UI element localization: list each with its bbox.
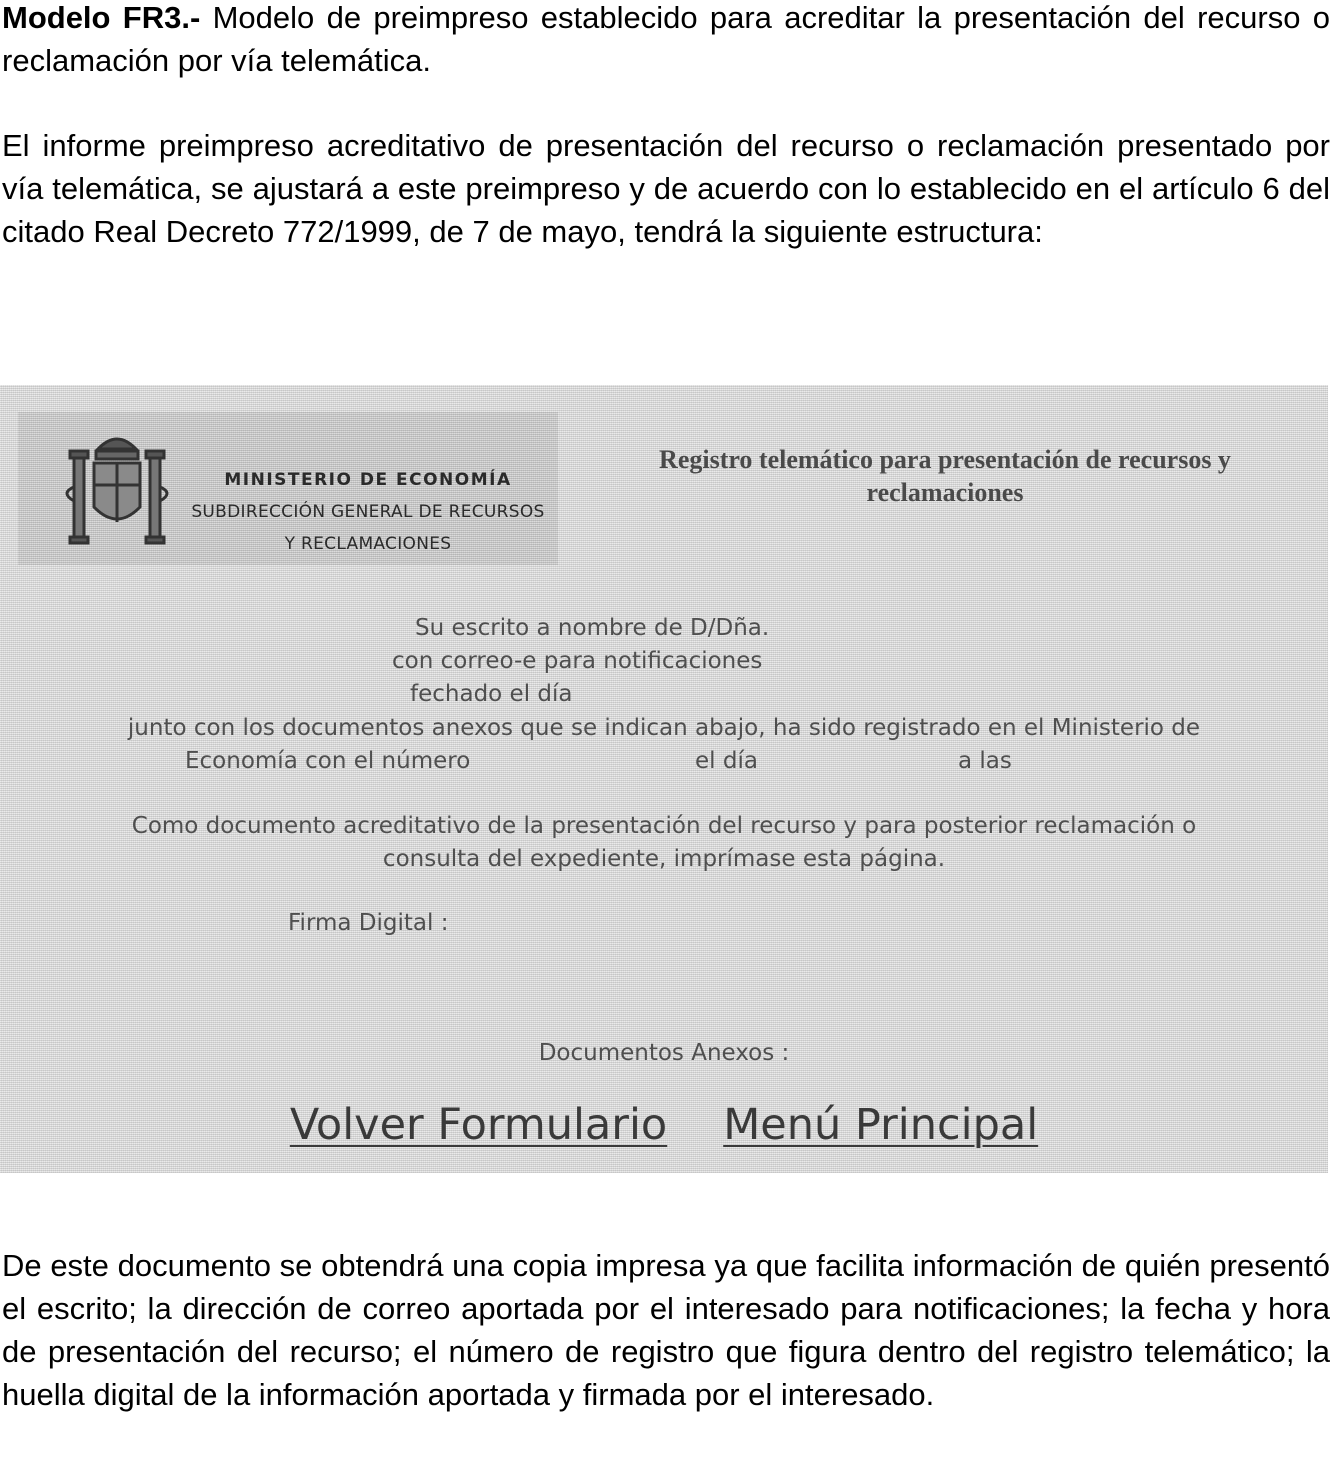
attachments-label: Documentos Anexos : [538,1040,790,1066]
registry-day-label: el día [695,748,758,774]
registry-title: Registro telemático para presentación de recursos y reclamaciones [659,445,1231,507]
form-screenshot [0,385,1328,1173]
applicant-name-label: Su escrito a nombre de D/Dña. [415,615,770,641]
ministry-line-3: Y RECLAMACIONES [284,534,452,554]
print-instruction-line-1: Como documento acreditativo de la presentación del recurso y para posterior reclamación o [131,813,1197,839]
model-label: Modelo FR3.- [2,0,201,35]
main-menu-link[interactable]: Menú Principal [723,1100,1039,1150]
date-label: fechado el día [410,681,573,707]
registration-text: junto con los documentos anexos que se indican abajo, ha sido registrado en el Ministerio de [127,715,1201,741]
print-instruction-line-2: consulta del expediente, imprímase esta página. [382,846,946,872]
registry-number-label: Economía con el número [185,748,471,774]
intro-text: Modelo de preimpreso establecido para acreditar la presentación del recurso o reclamación por vía telemática. [2,0,1330,78]
ministry-name [178,464,558,560]
ministry-line-2: SUBDIRECCIÓN GENERAL DE RECURSOS [191,502,545,522]
registry-time-label: a las [958,748,1012,774]
back-to-form-link[interactable]: Volver Formulario [289,1100,668,1150]
structure-paragraph: El informe preimpreso acreditativo de presentación del recurso o reclamación presentado por vía telemática, se ajustará a este preimpreso y de acuerdo con lo establecido en el artículo 6 del citado Real Decreto 772/1999, de 7 de mayo, tendrá la siguiente estructura: [2,128,1330,249]
email-label: con correo-e para notificaciones [392,648,763,674]
coat-of-arms-icon [60,427,175,552]
ministry-line-1: MINISTERIO DE ECONOMÍA [224,470,512,490]
ministry-header [18,412,558,565]
summary-paragraph: De este documento se obtendrá una copia impresa ya que facilita información de quién presentó el escrito; la dirección de correo aportada por el interesado para notificaciones; la fecha y hora de presentación del recurso; el número de registro que figura dentro del registro telemático; la huella digital de la información aportada y firmada por el interesado. [2,1248,1330,1412]
intro-paragraph [2,0,1330,82]
digital-signature-label: Firma Digital : [288,910,449,936]
navigation-links [0,1097,1328,1153]
